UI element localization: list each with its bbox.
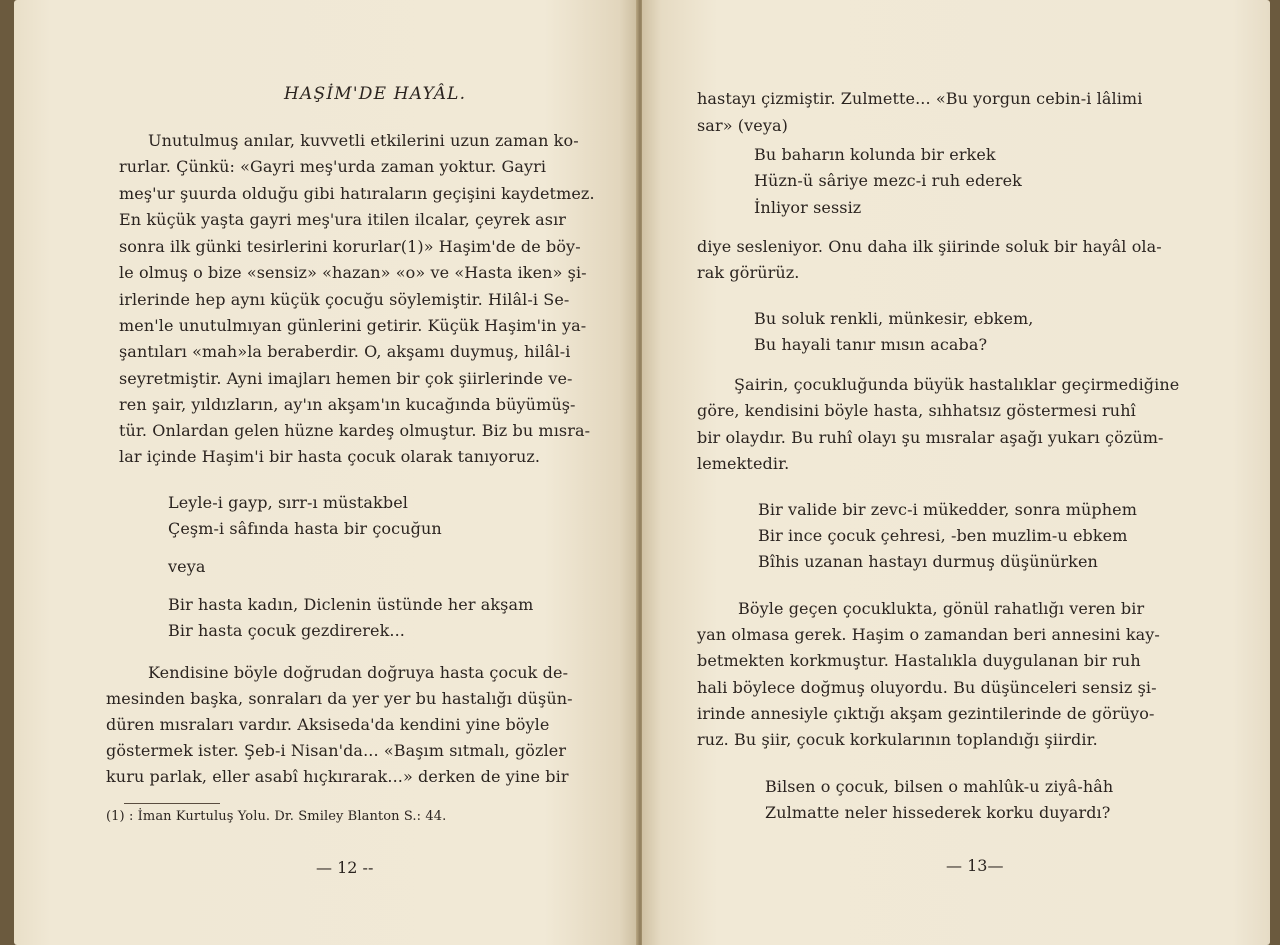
text-line: seyretmiştir. Ayni imajları hemen bir çok şiirlerinde ve- <box>119 369 573 388</box>
text-line: betmekten korkmuştur. Hastalıkla duygulanan bir ruh <box>697 651 1141 670</box>
verse-line: Çeşm-i sâfında hasta bir çocuğun <box>168 519 442 538</box>
text-line: Böyle geçen çocuklukta, gönül rahatlığı veren bir <box>738 599 1145 618</box>
left-page <box>14 0 638 945</box>
verse-line: Zulmatte neler hissederek korku duyardı? <box>765 803 1111 822</box>
verse-line: Bu hayali tanır mısın acaba? <box>754 335 988 354</box>
text-line: rurlar. Çünkü: «Gayri meş'urda zaman yoktur. Gayri <box>119 157 547 176</box>
text-line: sonra ilk günki tesirlerini korurlar(1)» Haşim'de de böy- <box>119 237 581 256</box>
text-line: meş'ur şuurda olduğu gibi hatıraların geçişini kaydetmez. <box>119 184 595 203</box>
verse-line: Bir valide bir zevc-i mükedder, sonra müphem <box>758 500 1137 519</box>
text-line: irinde annesiyle çıktığı akşam gezintilerinde de görüyo- <box>697 704 1155 723</box>
text-line: mesinden başka, sonraları da yer yer bu hastalığı düşün- <box>106 689 573 708</box>
verse-line: Bu baharın kolunda bir erkek <box>754 145 996 164</box>
verse-line: Bilsen o çocuk, bilsen o mahlûk-u ziyâ-hâh <box>765 777 1114 796</box>
chapter-title: HAŞİM'DE HAYÂL. <box>284 84 467 104</box>
page-number: — 13— <box>946 856 1004 875</box>
text-line: Şairin, çocukluğunda büyük hastalıklar geçirmediğine <box>734 375 1180 394</box>
text-line: tür. Onlardan gelen hüzne kardeş olmuştur. Biz bu mısra- <box>119 421 591 440</box>
text-line: yan olmasa gerek. Haşim o zamandan beri annesini kay- <box>697 625 1160 644</box>
text-line: göre, kendisini böyle hasta, sıhhatsız göstermesi ruhî <box>697 401 1136 420</box>
verse-line: Bîhis uzanan hastayı durmuş düşünürken <box>758 552 1098 571</box>
text-line: irlerinde hep aynı küçük çocuğu söylemiştir. Hilâl-i Se- <box>119 290 570 309</box>
text-line: düren mısraları vardır. Aksiseda'da kendini yine böyle <box>106 715 550 734</box>
verse-line: Hüzn-ü sâriye mezc-i ruh ederek <box>754 171 1022 190</box>
verse-line: Leyle-i gayp, sırr-ı müstakbel <box>168 493 408 512</box>
text-line: şantıları «mah»la beraberdir. O, akşamı duymuş, hilâl-i <box>119 342 571 361</box>
text-line: le olmuş o bize «sensiz» «hazan» «o» ve «Hasta iken» şi- <box>119 263 587 282</box>
text-line: lemektedir. <box>697 454 790 473</box>
text-line: sar» (veya) <box>697 116 788 135</box>
verse-line: Bu soluk renkli, münkesir, ebkem, <box>754 309 1034 328</box>
text-line: men'le unutulmıyan günlerini getirir. Küçük Haşim'in ya- <box>119 316 587 335</box>
verse-connector: veya <box>168 557 206 576</box>
text-line: hastayı çizmiştir. Zulmette... «Bu yorgun cebin-i lâlimi <box>697 89 1143 108</box>
right-page <box>642 0 1270 945</box>
text-line: diye sesleniyor. Onu daha ilk şiirinde soluk bir hayâl ola- <box>697 237 1162 256</box>
text-line: hali böylece doğmuş oluyordu. Bu düşünceleri sensiz şi- <box>697 678 1157 697</box>
text-line: Unutulmuş anılar, kuvvetli etkilerini uzun zaman ko- <box>148 131 579 150</box>
text-line: kuru parlak, eller asabî hıçkırarak...» derken de yine bir <box>106 767 569 786</box>
page-number: — 12 -- <box>316 858 374 877</box>
verse-line: Bir hasta çocuk gezdirerek... <box>168 621 405 640</box>
text-line: göstermek ister. Şeb-i Nisan'da... «Başım sıtmalı, gözler <box>106 741 567 760</box>
text-line: En küçük yaşta gayri meş'ura itilen ilcalar, çeyrek asır <box>119 210 567 229</box>
verse-line: İnliyor sessiz <box>754 198 862 217</box>
text-line: lar içinde Haşim'i bir hasta çocuk olarak tanıyoruz. <box>119 447 541 466</box>
text-line: rak görürüz. <box>697 263 800 282</box>
footnote: (1) : İman Kurtuluş Yolu. Dr. Smiley Blanton S.: 44. <box>106 809 447 824</box>
verse-line: Bir hasta kadın, Diclenin üstünde her akşam <box>168 595 534 614</box>
verse-line: Bir ince çocuk çehresi, -ben muzlim-u ebkem <box>758 526 1128 545</box>
text-line: Kendisine böyle doğrudan doğruya hasta çocuk de- <box>148 663 569 682</box>
text-line: ruz. Bu şiir, çocuk korkularının toplandığı şiirdir. <box>697 730 1098 749</box>
text-line: ren şair, yıldızların, ay'ın akşam'ın kucağında büyümüş- <box>119 395 576 414</box>
text-line: bir olaydır. Bu ruhî olayı şu mısralar aşağı yukarı çözüm- <box>697 428 1164 447</box>
